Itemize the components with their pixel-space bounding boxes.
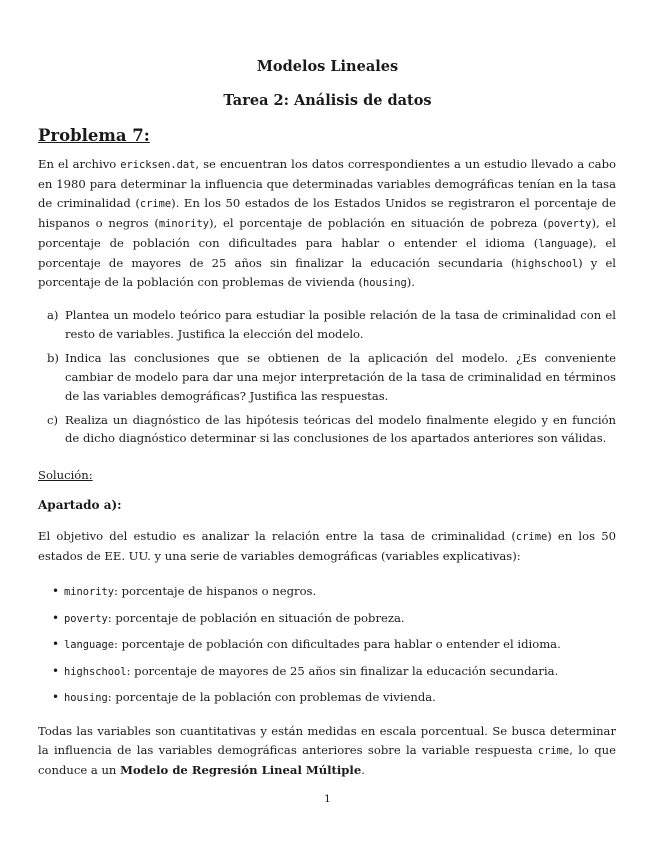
- variable-item: [38, 688, 616, 708]
- code-term: ericksen.dat: [120, 159, 196, 171]
- code-term: minority: [158, 217, 209, 230]
- task-item: [38, 306, 616, 344]
- variable-item: [38, 662, 616, 682]
- variable-desc: : porcentaje de hispanos o negros.: [114, 584, 317, 598]
- variable-name: minority: [64, 586, 115, 598]
- task-list: [38, 306, 616, 453]
- objective-paragraph: El objetivo del estudio es analizar la relación entre la tasa de criminalidad (crime) en los 50 estados de EE. UU. y una serie de variables demográficas (variables explicativas):: [38, 529, 616, 563]
- task-marker: b): [47, 350, 59, 365]
- variable-item: [38, 609, 616, 629]
- conclusion-paragraph: Todas las variables son cuantitativas y están medidas en escala porcentual. Se busca determinar la influencia de las variables demográficas anteriores sobre la variable respuesta crime, lo que conduce a un Modelo de Regresión Lineal Múltiple.: [38, 724, 616, 777]
- bullet-icon: •: [52, 690, 60, 704]
- task-text: Realiza un diagnóstico de las hipótesis teóricas del modelo finalmente elegido y en función de dicho diagnóstico determinar si las conclusiones de los apartados anteriores son válidas.: [65, 412, 616, 446]
- variable-desc: : porcentaje de población en situación de pobreza.: [107, 610, 405, 625]
- page-number: 1: [324, 793, 331, 805]
- task-item: [38, 349, 616, 406]
- bullet-icon: •: [52, 584, 60, 598]
- variable-item: [38, 635, 616, 655]
- task-text: Indica las conclusiones que se obtienen de la aplicación del modelo. ¿Es conveniente cambiar de modelo para dar una mejor interpretación de la tasa de criminalidad en términos de las variables demográficas? Justifica las respuestas.: [65, 350, 616, 403]
- variable-name: language: [64, 639, 115, 651]
- problem-intro: En el archivo ericksen.dat, se encuentran los datos correspondientes a un estudio llevado a cabo en 1980 para determinar la influencia que determinadas variables demográficas tenían en la tasa de criminalidad (crime). En los 50 estados de los Estados Unidos se registraron el porcentaje de hispanos o negros (minority), el porcentaje de población en situación de pobreza (poverty), el porcentaje de población con dificultades para hablar o entender el idioma (language), el porcentaje de mayores de 25 años sin finalizar la educación secundaria (highschool) y el porcentaje de la población con problemas de vivienda (housing).: [38, 157, 617, 290]
- bullet-icon: •: [52, 610, 60, 625]
- document-subtitle: Tarea 2: Análisis de datos: [223, 92, 432, 109]
- code-term: crime: [515, 531, 548, 543]
- code-term: language: [538, 237, 589, 250]
- variable-name: housing: [64, 692, 108, 704]
- bold-term: Modelo de Regresión Lineal Múltiple: [120, 762, 362, 777]
- variable-name: poverty: [64, 612, 108, 625]
- bullet-icon: •: [52, 637, 60, 651]
- variable-desc: : porcentaje de población con dificultades para hablar o entender el idioma.: [114, 637, 561, 651]
- variable-item: [38, 582, 616, 602]
- code-term: highschool: [515, 257, 579, 270]
- problem-heading: Problema 7:: [38, 126, 150, 145]
- document-title: Modelos Lineales: [256, 58, 399, 75]
- variable-name: highschool: [64, 665, 127, 678]
- task-text: Plantea un modelo teórico para estudiar la posible relación de la tasa de criminalidad con el resto de variables. Justifica la elección del modelo.: [65, 308, 616, 341]
- bullet-icon: •: [52, 663, 60, 678]
- solution-label: Solución:: [38, 468, 93, 482]
- section-heading: Apartado a):: [38, 498, 122, 512]
- task-item: [38, 411, 616, 449]
- variable-desc: : porcentaje de mayores de 25 años sin finalizar la educación secundaria.: [126, 663, 559, 678]
- code-term: crime: [537, 744, 570, 757]
- code-term: housing: [362, 277, 407, 290]
- code-term: crime: [139, 197, 172, 210]
- variable-list: [38, 582, 616, 715]
- variable-desc: : porcentaje de la población con problemas de vivienda.: [107, 690, 436, 704]
- code-term: poverty: [547, 217, 592, 230]
- task-marker: a): [47, 308, 59, 322]
- task-marker: c): [47, 412, 59, 427]
